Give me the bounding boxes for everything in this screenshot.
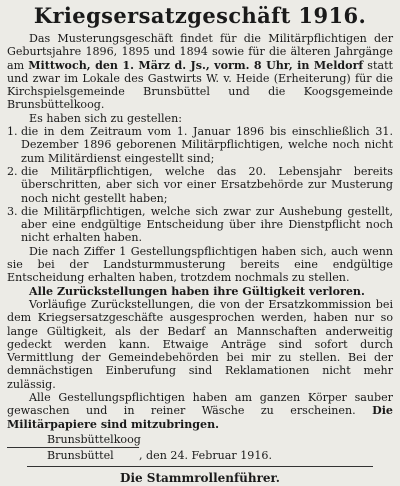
list-number: 1. (7, 125, 18, 139)
intro-date-location: Mittwoch, den 1. März d. Js., vorm. 8 Uhr, in Meldorf (28, 58, 364, 72)
paragraph-landsturm: Die nach Ziffer 1 Gestellungspflichtigen haben sich, auch wenn sie bei der Landsturmmusterung bereits eine endgültige Entscheidung erhalten haben, trotzdem nochmals zu stellen. (7, 244, 393, 285)
paragraph-deferments: Vorläufige Zurückstellungen, die von der Ersatzkommission bei dem Kriegsersatzgeschäfte ausgesprochen werden, haben nur so lange Gültigkeit, als der Bedarf an Mannschaften anderweitig gedeckt werden kann. Etwaige Anträge sind sofort durch Vermittlung der Gemeindebehörden bei mir zu stellen. Bei der demnächstigen Einberufung sind Reklamationen nicht mehr zulässig. (7, 297, 393, 391)
list-text: die Militärpflichtigen, welche sich zwar zur Aushebung gestellt, aber eine endgültige Entscheidung über ihre Dienstpflicht noch nicht erhalten haben. (21, 204, 393, 245)
notice-body (7, 32, 393, 486)
obligation-list (7, 125, 393, 245)
papers-notice: Die Militärpapiere sind mitzubringen. (7, 404, 393, 431)
divider (27, 466, 373, 467)
notice-title: Kriegsersatzgeschäft 1916. (33, 3, 367, 28)
deferments-void-notice: Alle Zurückstellungen haben ihre Gültigkeit verloren. (29, 284, 365, 298)
hygiene-text: Alle Gestellungspflichtigen haben am ganzen Körper sauber gewaschen und in reiner Wäsche zu erscheinen. (7, 391, 393, 418)
signature-place-1: Brunsbüttelkoog (47, 432, 141, 446)
subhead: Es haben sich zu gestellen: (29, 111, 182, 125)
paragraph-hygiene (7, 391, 393, 431)
signature-date: , den 24. Februar 1916. (139, 448, 272, 462)
signature-authority: Die Stammrollenführer. (120, 470, 280, 485)
list-number: 3. (7, 204, 18, 218)
intro-text-3: statt und zwar im Lokale des Gastwirts W. v. Heide (Erheiterung) für die Kirchspielsgemeinde Brunsbüttel und die Koogsgemeinde Brunsbüttelkoog. (7, 58, 393, 112)
list-item (7, 165, 393, 205)
intro-text-1: Das Musterungsgeschäft findet für die Militärpflichtigen der Geburtsjahre 1896, 1895 und 1894 sowie für die älteren Jahrgänge am (7, 32, 393, 72)
signature-place-2: Brunsbüttel (7, 447, 139, 463)
list-item (7, 125, 393, 165)
list-number: 2. (7, 164, 18, 178)
intro-paragraph (7, 32, 393, 112)
list-text: die in dem Zeitraum vom 1. Januar 1896 bis einschließlich 31. Dezember 1896 geborenen Militärpflichtigen, welche noch nicht zum Militärdienst eingestellt sind; (21, 125, 393, 165)
signature-line (7, 447, 393, 463)
list-text: die Militärpflichtigen, welche das 20. Lebensjahr bereits überschritten, aber sich vor einer Ersatzbehörde zur Musterung noch nicht gestellt haben; (21, 164, 393, 205)
list-item (7, 205, 393, 245)
